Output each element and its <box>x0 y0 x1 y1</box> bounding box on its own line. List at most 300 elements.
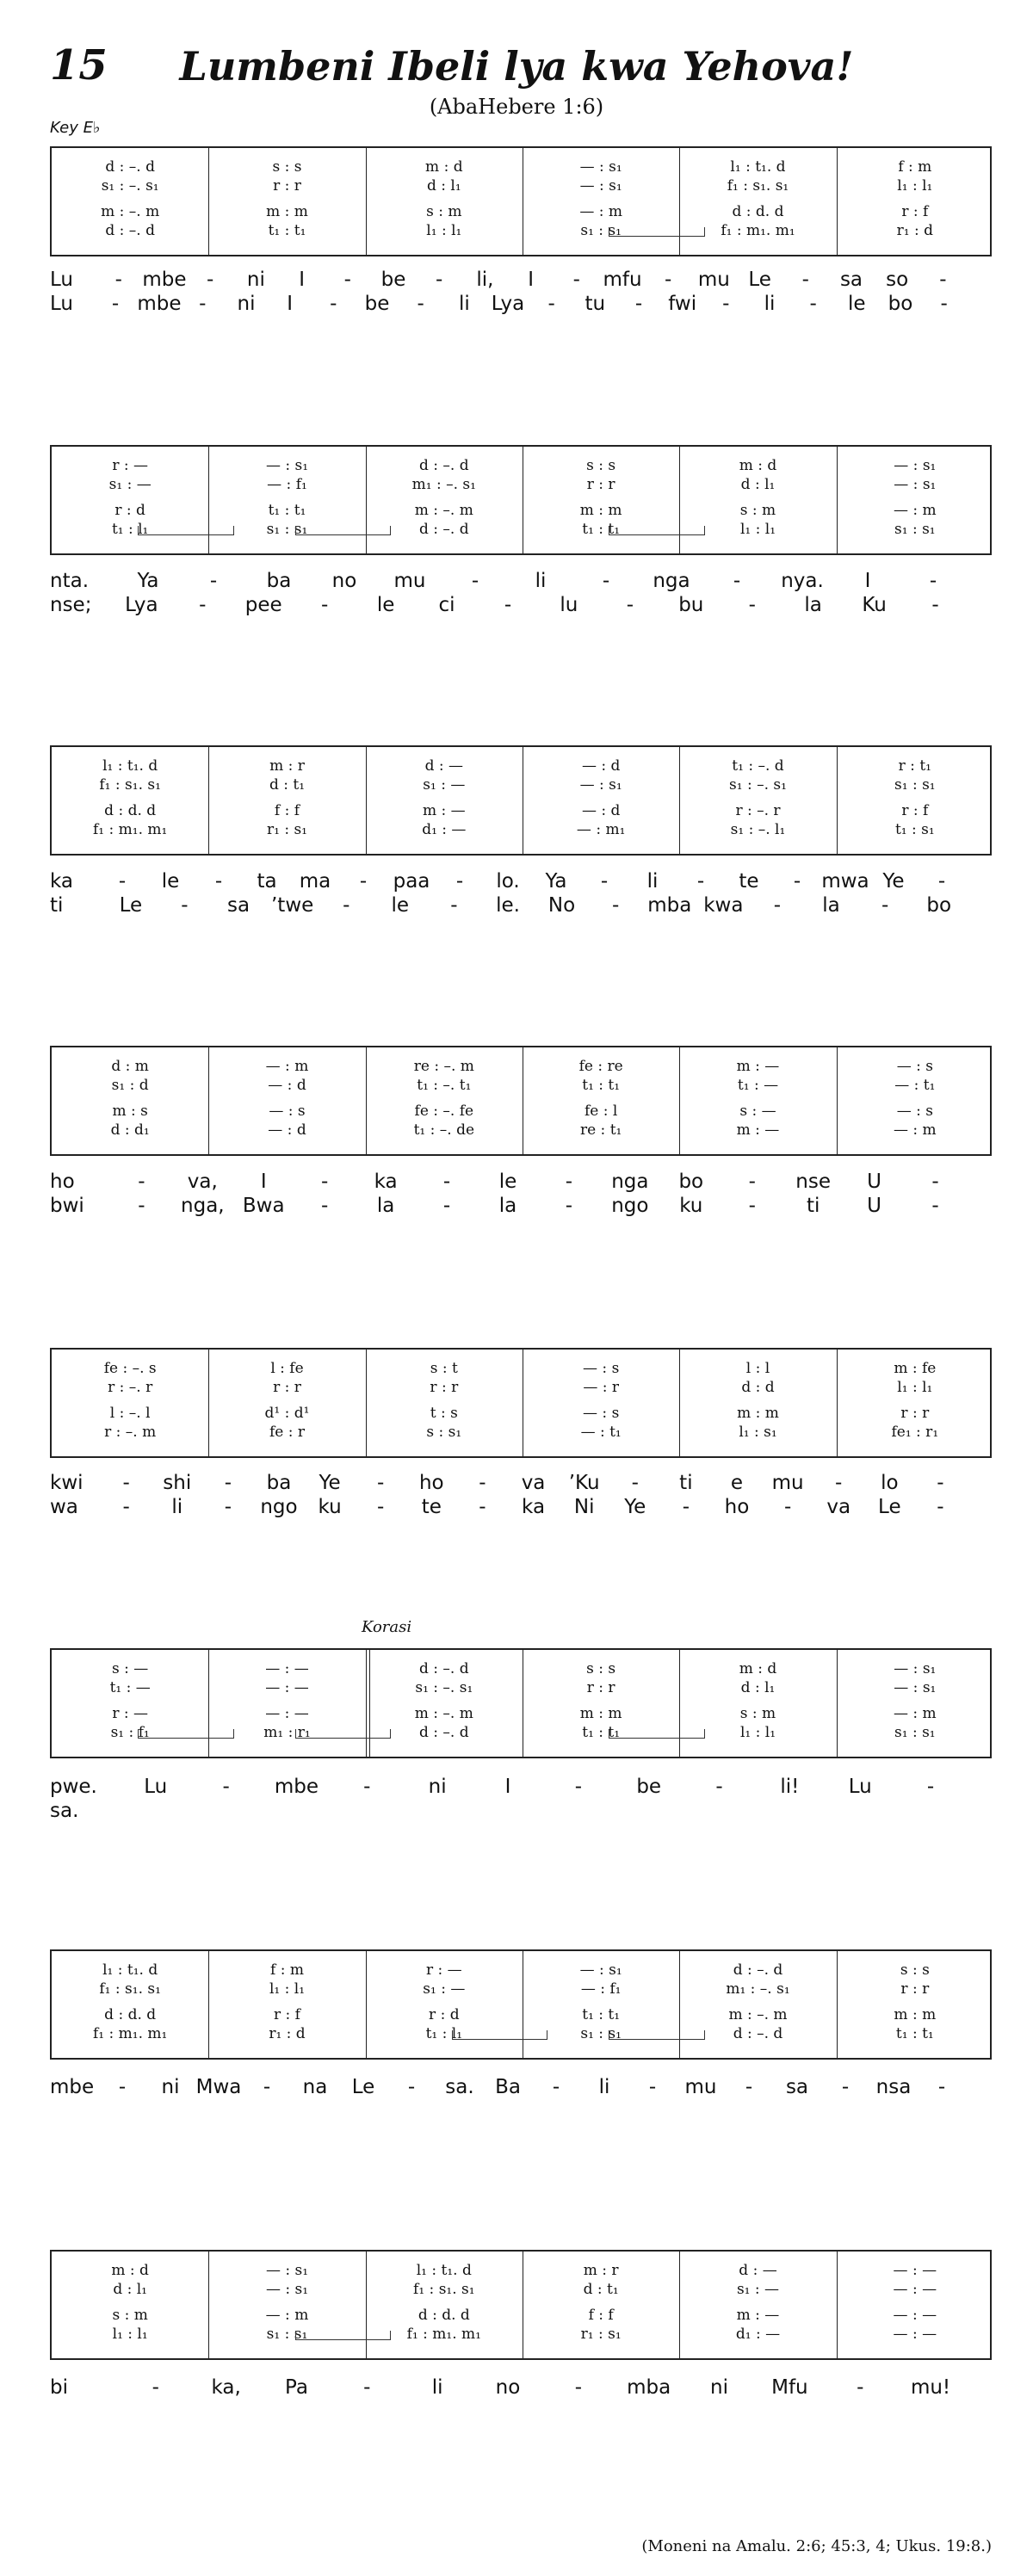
solfa-note-group: l₁ : t₁. d <box>102 757 158 775</box>
music-system <box>50 146 992 256</box>
lyric-syllable: ci <box>438 594 455 616</box>
lyric-hyphen: - <box>626 594 634 616</box>
lyric-hyphen: - <box>929 570 937 592</box>
tie-line <box>609 1729 704 1739</box>
lyric-syllable: mbe <box>50 2076 95 2098</box>
solfa-note-group: d : –. d <box>419 521 469 538</box>
lyric-hyphen: - <box>442 1195 451 1217</box>
lyric-hyphen: - <box>199 293 207 315</box>
lyric-hyphen: - <box>931 1195 939 1217</box>
lyric-syllable: le. <box>496 894 520 917</box>
solfa-note-group: — : s₁ <box>265 457 309 474</box>
voice-part-row <box>52 2006 990 2023</box>
lyric-syllable: Lya <box>125 594 158 616</box>
voice-part-row <box>52 1660 990 1677</box>
lyric-hyphen: - <box>565 1195 573 1217</box>
lyric-syllable: bwi <box>50 1195 84 1217</box>
lyric-hyphen: - <box>224 1496 232 1518</box>
solfa-note-group: r : r <box>900 1980 930 1998</box>
lyric-line <box>50 570 992 594</box>
solfa-note-group: t₁ : — <box>109 1679 151 1696</box>
solfa-note-group: s₁ : s₁ <box>894 521 936 538</box>
solfa-note-group: t₁ : — <box>737 1077 779 1094</box>
lyric-syllable: ni <box>246 269 265 291</box>
solfa-note-group: r : –. r <box>108 1379 153 1396</box>
solfa-note-group: m : m <box>579 1705 622 1722</box>
lyric-syllable: Ni <box>573 1496 595 1518</box>
lyric-hyphen: - <box>665 269 672 291</box>
solfa-note-group: t₁ : t₁ <box>895 2025 934 2042</box>
song-number: 15 <box>50 41 108 90</box>
voice-part-row <box>52 2307 990 2324</box>
solfa-note-group: — : — <box>893 2262 937 2279</box>
solfa-note-group: r : r <box>273 1379 301 1396</box>
lyric-line <box>50 2076 992 2100</box>
tie-line <box>138 526 233 535</box>
lyric-syllable: nta. <box>50 570 90 592</box>
lyric-syllable: la <box>376 1195 395 1217</box>
lyric-syllable: I <box>260 1171 267 1193</box>
solfa-note-group: d : — <box>739 2262 777 2279</box>
lyric-syllable: ’Ku <box>568 1472 600 1494</box>
solfa-note-group: l₁ : l₁ <box>897 1379 933 1396</box>
lyric-syllable: ho <box>724 1496 750 1518</box>
lyric-hyphen: - <box>330 293 337 315</box>
lyric-hyphen: - <box>118 870 127 893</box>
lyric-hyphen: - <box>931 594 939 616</box>
music-system <box>50 2250 992 2360</box>
lyric-syllable: mba <box>627 2376 671 2399</box>
lyric-syllable: lo. <box>496 870 520 893</box>
lyric-syllable: bo <box>678 1171 704 1193</box>
lyric-syllable: le <box>391 894 410 917</box>
music-system <box>50 745 992 856</box>
solfa-note-group: s : m <box>739 1705 776 1722</box>
lyric-syllable: mu <box>393 570 426 592</box>
solfa-note-group: m₁ : –. s₁ <box>726 1980 790 1998</box>
solfa-note-group: s₁ : d <box>111 1077 149 1094</box>
solfa-note-group: m : s <box>112 1103 148 1120</box>
solfa-note-group: d : –. d <box>733 2025 783 2042</box>
solfa-note-group: m : –. m <box>414 502 473 519</box>
solfa-note-group: fe : r <box>269 1424 305 1441</box>
lyric-hyphen: - <box>565 1171 573 1193</box>
lyric-syllable: e <box>730 1472 744 1494</box>
lyric-hyphen: - <box>631 1472 639 1494</box>
lyric-syllable: ho <box>418 1472 444 1494</box>
solfa-note-group: d : –. d <box>419 1724 469 1741</box>
voice-part-row <box>52 502 990 519</box>
lyric-hyphen: - <box>436 269 443 291</box>
lyric-line <box>50 1800 992 1824</box>
lyric-syllable: li <box>764 293 776 315</box>
lyric-syllable: Ya <box>137 570 159 592</box>
solfa-note-group: d : t₁ <box>269 776 306 794</box>
solfa-note-group: l₁ : l₁ <box>897 177 933 195</box>
solfa-note-group: s₁ : –. s₁ <box>101 177 159 195</box>
solfa-note-group: s : m <box>426 203 462 220</box>
voice-part-row <box>52 177 990 195</box>
solfa-note-group: m : d <box>111 2262 149 2279</box>
lyric-syllable: Ye <box>882 870 905 893</box>
lyric-syllable: Le <box>878 1496 901 1518</box>
solfa-note-group: d : –. d <box>105 222 155 239</box>
solfa-note-group: m : r <box>583 2262 619 2279</box>
solfa-note-group: m₁ : r₁ <box>263 1724 311 1741</box>
solfa-note-group: re : t₁ <box>579 1121 622 1139</box>
solfa-note-group: — : m <box>265 2307 309 2324</box>
solfa-note-group: — : s <box>269 1103 306 1120</box>
solfa-note-group: — : r <box>583 1379 619 1396</box>
lyric-syllable: sa. <box>50 1800 79 1822</box>
voice-part-row <box>52 776 990 794</box>
lyric-syllable: sa <box>785 2076 809 2098</box>
solfa-note-group: r₁ : s₁ <box>580 2326 622 2343</box>
lyric-syllable: Lu <box>50 293 73 315</box>
lyric-line <box>50 894 992 918</box>
solfa-note-group: — : s <box>583 1360 620 1377</box>
solfa-note-group: s₁ : s₁ <box>266 521 308 538</box>
lyric-syllable: I <box>287 293 294 315</box>
lyric-syllable: ngo <box>260 1496 298 1518</box>
lyric-syllable: ka <box>50 870 74 893</box>
lyric-hyphen: - <box>552 2076 560 2098</box>
solfa-note-group: r : d <box>114 502 145 519</box>
solfa-note-group: s₁ : –. l₁ <box>730 821 786 838</box>
lyric-syllable: so <box>886 269 909 291</box>
solfa-note-group: l₁ : t₁. d <box>730 158 786 176</box>
solfa-note-group: s₁ : –. s₁ <box>729 776 787 794</box>
lyric-syllable: nse; <box>50 594 92 616</box>
lyric-syllable: mbe <box>142 269 187 291</box>
lyric-syllable: va, <box>187 1171 218 1193</box>
lyric-syllable: bi <box>50 2376 68 2399</box>
lyric-hyphen: - <box>450 894 458 917</box>
solfa-note-group: s : s <box>900 1961 930 1979</box>
solfa-note-group: m : m <box>894 2006 937 2023</box>
lyric-hyphen: - <box>722 293 730 315</box>
solfa-note-group: r : –. m <box>104 1424 157 1441</box>
lyric-syllable: Mwa <box>195 2076 242 2098</box>
lyric-hyphen: - <box>442 1171 451 1193</box>
solfa-note-group: m : r <box>269 757 305 775</box>
lyric-syllable: Lya <box>491 293 525 315</box>
lyric-syllable: Ku <box>862 594 887 616</box>
lyric-hyphen: - <box>696 870 705 893</box>
lyric-hyphen: - <box>648 2076 657 2098</box>
lyric-syllable: nse <box>795 1171 831 1193</box>
lyric-hyphen: - <box>138 1195 145 1217</box>
solfa-note-group: m : m <box>579 502 622 519</box>
lyric-syllable: I <box>528 269 534 291</box>
solfa-note-group: t₁ : t₁ <box>582 1077 621 1094</box>
solfa-note-group: d : — <box>424 757 464 775</box>
solfa-note-group: s : s₁ <box>426 1424 462 1441</box>
solfa-note-group: — : f₁ <box>267 476 307 493</box>
lyric-syllable: ho <box>50 1171 75 1193</box>
solfa-note-group: d¹ : d¹ <box>264 1405 310 1422</box>
solfa-note-group: s : s <box>586 1660 616 1677</box>
lyric-hyphen: - <box>377 1496 385 1518</box>
music-system <box>50 445 992 555</box>
lyric-syllable: na <box>302 2076 328 2098</box>
solfa-note-group: t₁ : –. de <box>413 1121 475 1139</box>
lyric-hyphen: - <box>745 2076 753 2098</box>
solfa-note-group: l₁ : l₁ <box>739 1724 776 1741</box>
lyric-hyphen: - <box>682 1496 690 1518</box>
lyric-syllable: mwa <box>821 870 869 893</box>
lyric-syllable: Ye <box>624 1496 646 1518</box>
lyric-hyphen: - <box>715 1776 723 1798</box>
solfa-note-group: — : f₁ <box>580 1980 622 1998</box>
solfa-note-group: r : r <box>586 476 615 493</box>
solfa-note-group: f₁ : m₁. m₁ <box>406 2326 481 2343</box>
lyric-syllable: nsa <box>875 2076 912 2098</box>
lyric-syllable: U <box>867 1171 881 1193</box>
solfa-note-group: s₁ : f₁ <box>110 1724 150 1741</box>
solfa-note-group: f₁ : s₁. s₁ <box>413 2281 475 2298</box>
lyric-syllable: le <box>376 594 395 616</box>
solfa-note-group: d : –. d <box>733 1961 783 1979</box>
solfa-note-group: t₁ : l₁ <box>111 521 149 538</box>
solfa-note-group: m : — <box>736 2307 780 2324</box>
lyric-syllable: be <box>380 269 406 291</box>
chorus-label: Korasi <box>362 1618 412 1636</box>
solfa-note-group: d : –. d <box>105 158 155 176</box>
lyric-hyphen: - <box>363 2376 371 2399</box>
solfa-note-group: m : m <box>737 1405 779 1422</box>
lyric-syllable: ba <box>266 1472 292 1494</box>
scripture-reference: (AbaHebere 1:6) <box>429 95 604 119</box>
lyric-line <box>50 1195 992 1219</box>
tie-line <box>295 1729 391 1739</box>
lyric-syllable: Mfu <box>771 2376 808 2399</box>
voice-part-row <box>52 1980 990 1998</box>
lyric-syllable: bo <box>926 894 952 917</box>
solfa-note-group: — : t₁ <box>580 1424 622 1441</box>
voice-part-row <box>52 2326 990 2343</box>
solfa-note-group: — : s₁ <box>894 1660 937 1677</box>
solfa-note-group: t : s <box>430 1405 458 1422</box>
solfa-note-group: l₁ : t₁. d <box>102 1961 158 1979</box>
lyric-syllable: ni <box>237 293 256 315</box>
solfa-note-group: f : f <box>588 2307 614 2324</box>
solfa-note-group: m : fe <box>894 1360 937 1377</box>
solfa-note-group: — : s <box>896 1058 933 1075</box>
lyric-syllable: U <box>867 1195 881 1217</box>
lyric-hyphen: - <box>783 1496 792 1518</box>
lyric-hyphen: - <box>207 269 214 291</box>
lyric-hyphen: - <box>835 1472 843 1494</box>
lyric-hyphen: - <box>574 1776 582 1798</box>
lyric-hyphen: - <box>199 594 207 616</box>
lyric-syllable: pee <box>244 594 282 616</box>
lyric-syllable: pwe. <box>50 1776 97 1798</box>
lyric-hyphen: - <box>748 594 756 616</box>
lyric-line <box>50 1496 992 1520</box>
voice-part-row <box>52 1424 990 1441</box>
solfa-note-group: d : d <box>741 1379 775 1396</box>
lyric-hyphen: - <box>118 2076 127 2098</box>
lyric-syllable: li <box>535 570 547 592</box>
solfa-note-group: d : –. d <box>419 457 469 474</box>
solfa-note-group: f₁ : s₁. s₁ <box>727 177 789 195</box>
lyric-syllable: mfu <box>603 269 642 291</box>
lyric-syllable: mu <box>684 2076 717 2098</box>
solfa-note-group: r : r <box>586 1679 615 1696</box>
lyric-syllable: Lu <box>848 1776 872 1798</box>
lyric-syllable: va <box>521 1472 546 1494</box>
lyric-syllable: bo <box>888 293 913 315</box>
lyric-line <box>50 2376 992 2400</box>
lyric-hyphen: - <box>321 594 329 616</box>
lyric-syllable: shi <box>163 1472 192 1494</box>
lyric-hyphen: - <box>733 570 741 592</box>
lyric-hyphen: - <box>801 269 809 291</box>
lyric-syllable: le <box>161 870 180 893</box>
lyric-line <box>50 269 992 293</box>
lyric-hyphen: - <box>612 894 620 917</box>
voice-part-row <box>52 1077 990 1094</box>
lyric-hyphen: - <box>122 1496 130 1518</box>
lyric-hyphen: - <box>263 2076 271 2098</box>
solfa-note-group: s : t <box>430 1360 458 1377</box>
solfa-note-group: s₁ : s₁ <box>894 1724 936 1741</box>
solfa-note-group: — : s₁ <box>265 2262 309 2279</box>
lyric-hyphen: - <box>377 1472 385 1494</box>
solfa-note-group: r : –. r <box>735 802 781 819</box>
solfa-note-group: l₁ : l₁ <box>112 2326 148 2343</box>
lyric-hyphen: - <box>479 1472 486 1494</box>
solfa-note-group: m : d <box>739 457 777 474</box>
lyric-syllable: Pa <box>284 2376 308 2399</box>
lyric-hyphen: - <box>138 1171 145 1193</box>
solfa-note-group: s₁ : s₁ <box>580 2025 622 2042</box>
lyric-syllable: ku <box>318 1496 342 1518</box>
voice-part-row <box>52 821 990 838</box>
lyric-syllable: kwa <box>703 894 744 917</box>
solfa-note-group: d : l₁ <box>426 177 461 195</box>
tie-line <box>609 526 704 535</box>
solfa-note-group: d : m <box>111 1058 149 1075</box>
solfa-note-group: s : m <box>739 502 776 519</box>
solfa-note-group: — : s₁ <box>894 457 937 474</box>
lyric-hyphen: - <box>407 2076 416 2098</box>
lyric-syllable: ka <box>374 1171 398 1193</box>
solfa-note-group: t₁ : l₁ <box>425 2025 463 2042</box>
lyric-hyphen: - <box>152 2376 159 2399</box>
lyric-syllable: No <box>547 894 576 917</box>
lyric-hyphen: - <box>321 1195 329 1217</box>
solfa-note-group: l₁ : l₁ <box>269 1980 306 1998</box>
tie-line <box>609 2030 704 2040</box>
solfa-note-group: — : s₁ <box>579 177 622 195</box>
lyric-hyphen: - <box>574 2376 582 2399</box>
lyric-syllable: li <box>171 1496 183 1518</box>
tie-line <box>138 1729 233 1739</box>
voice-part-row <box>52 457 990 474</box>
solfa-note-group: r : f <box>901 203 929 220</box>
solfa-note-group: s : — <box>112 1660 149 1677</box>
lyric-syllable: I <box>864 570 871 592</box>
solfa-note-group: m : –. m <box>728 2006 788 2023</box>
voice-part-row <box>52 1679 990 1696</box>
lyric-syllable: kwi <box>50 1472 84 1494</box>
lyric-syllable: la <box>804 594 822 616</box>
music-system <box>50 1648 992 1758</box>
lyric-syllable: Bwa <box>242 1195 285 1217</box>
lyric-hyphen: - <box>940 293 948 315</box>
solfa-note-group: d : d. d <box>104 802 157 819</box>
solfa-note-group: t₁ : –. t₁ <box>417 1077 472 1094</box>
lyric-syllable: Ye <box>319 1472 341 1494</box>
lyric-syllable: ti <box>679 1472 693 1494</box>
solfa-note-group: s₁ : s₁ <box>580 222 622 239</box>
solfa-note-group: — : — <box>893 2326 937 2343</box>
lyric-hyphen: - <box>343 269 351 291</box>
solfa-note-group: — : — <box>265 1705 309 1722</box>
lyric-hyphen: - <box>937 2076 946 2098</box>
solfa-note-group: — : — <box>265 1679 309 1696</box>
lyric-hyphen: - <box>214 870 223 893</box>
solfa-note-group: l : –. l <box>109 1405 151 1422</box>
music-system <box>50 1046 992 1156</box>
lyric-syllable: ’twe <box>270 894 314 917</box>
lyric-syllable: ku <box>679 1195 703 1217</box>
lyric-hyphen: - <box>748 1195 756 1217</box>
solfa-note-group: f : m <box>898 158 932 176</box>
lyric-syllable: mbe <box>274 1776 319 1798</box>
lyric-line <box>50 870 992 894</box>
solfa-note-group: — : d <box>581 757 621 775</box>
solfa-note-group: s : s <box>272 158 302 176</box>
solfa-note-group: d : –. d <box>419 1660 469 1677</box>
lyric-hyphen: - <box>773 894 782 917</box>
solfa-note-group: m : d <box>425 158 463 176</box>
lyric-syllable: mu! <box>910 2376 951 2399</box>
solfa-note-group: m : –. m <box>414 1705 473 1722</box>
lyric-syllable: wa <box>50 1496 78 1518</box>
lyric-syllable: li <box>458 293 470 315</box>
solfa-note-group: — : m <box>579 203 622 220</box>
key-signature: Key E♭ <box>50 119 101 137</box>
voice-part-row <box>52 1405 990 1422</box>
solfa-note-group: f : m <box>270 1961 304 1979</box>
lyric-syllable: ti <box>806 1195 820 1217</box>
lyric-syllable: I <box>504 1776 511 1798</box>
voice-part-row <box>52 1058 990 1075</box>
solfa-note-group: — : s₁ <box>894 476 937 493</box>
solfa-note-group: — : m <box>265 1058 309 1075</box>
solfa-note-group: t₁ : –. d <box>732 757 784 775</box>
tie-line <box>452 2030 547 2040</box>
solfa-note-group: s₁ : — <box>423 1980 466 1998</box>
solfa-note-group: r : r <box>430 1379 459 1396</box>
solfa-note-group: t₁ : t₁ <box>582 2006 621 2023</box>
solfa-note-group: — : m <box>893 1121 937 1139</box>
lyric-hyphen: - <box>926 1776 935 1798</box>
lyric-hyphen: - <box>111 293 120 315</box>
lyric-syllable: sa <box>227 894 251 917</box>
solfa-note-group: l₁ : l₁ <box>426 222 462 239</box>
lyric-syllable: nga, <box>181 1195 225 1217</box>
solfa-note-group: t₁ : t₁ <box>582 1724 621 1741</box>
solfa-note-group: d : l₁ <box>113 2281 147 2298</box>
solfa-note-group: r₁ : s₁ <box>266 821 307 838</box>
solfa-note-group: m : — <box>736 1058 780 1075</box>
lyric-hyphen: - <box>881 894 889 917</box>
solfa-note-group: — : s <box>583 1405 620 1422</box>
